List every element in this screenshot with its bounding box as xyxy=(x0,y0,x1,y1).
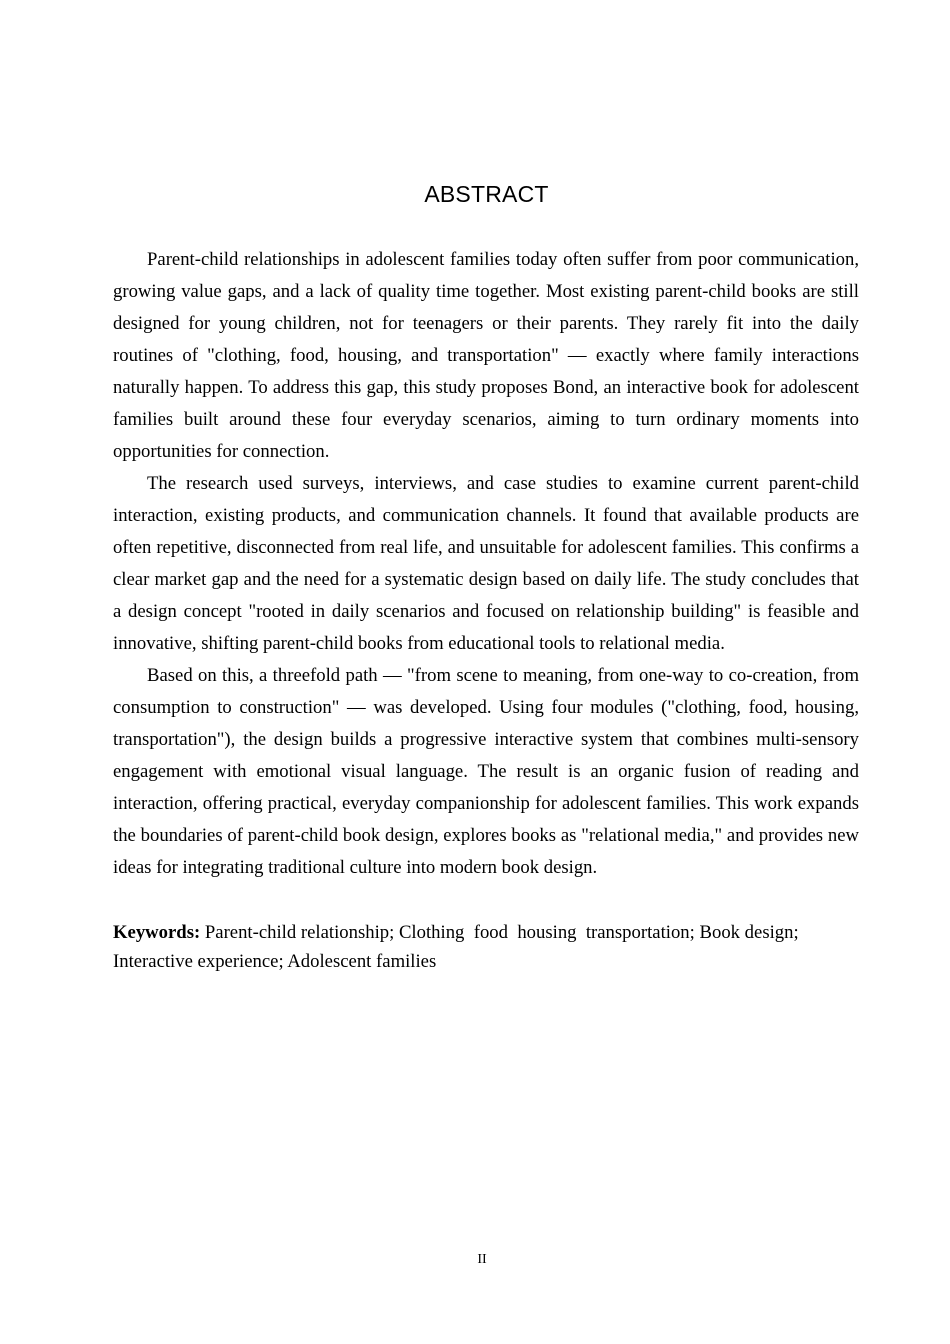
abstract-title: ABSTRACT xyxy=(424,181,549,207)
page-number: II xyxy=(477,1252,487,1267)
abstract-paragraph-3: Based on this, a threefold path — "from scene to meaning, from one-way to co-creation, from consumption to construction" — was developed. Using four modules ("clothing, food, housing, transportation"), the design builds a progressive interactive system that combines multi-sensory engagement with emotional visual language. The result is an organic fusion of reading and interaction, offering practical, everyday companionship for adolescent families. This work expands the boundaries of parent-child book design, explores books as "relational media," and provides new ideas for integrating traditional culture into modern book design. xyxy=(113,665,859,878)
keywords-line xyxy=(113,918,859,976)
abstract-paragraph-1: Parent-child relationships in adolescent families today often suffer from poor communication, growing value gaps, and a lack of quality time together. Most existing parent-child books are still designed for young children, not for teenagers or their parents. They rarely fit into the daily routines of "clothing, food, housing, and transportation" — exactly where family interactions naturally happen. To address this gap, this study proposes Bond, an interactive book for adolescent families built around these four everyday scenarios, aiming to turn ordinary moments into opportunities for connection. xyxy=(113,249,859,462)
abstract-body xyxy=(113,244,859,884)
keywords-label: Keywords: xyxy=(113,922,201,943)
abstract-paragraph-2: The research used surveys, interviews, and case studies to examine current parent-child interaction, existing products, and communication channels. It found that available products are often repetitive, disconnected from real life, and unsuitable for adolescent families. This confirms a clear market gap and the need for a systematic design based on daily life. The study concludes that a design concept "rooted in daily scenarios and focused on relationship building" is feasible and innovative, shifting parent-child books from educational tools to relational media. xyxy=(113,473,859,654)
keywords-text: Parent-child relationship; Clothing food housing transportation; Book design; Interactive experience; Adolescent families xyxy=(113,922,804,972)
